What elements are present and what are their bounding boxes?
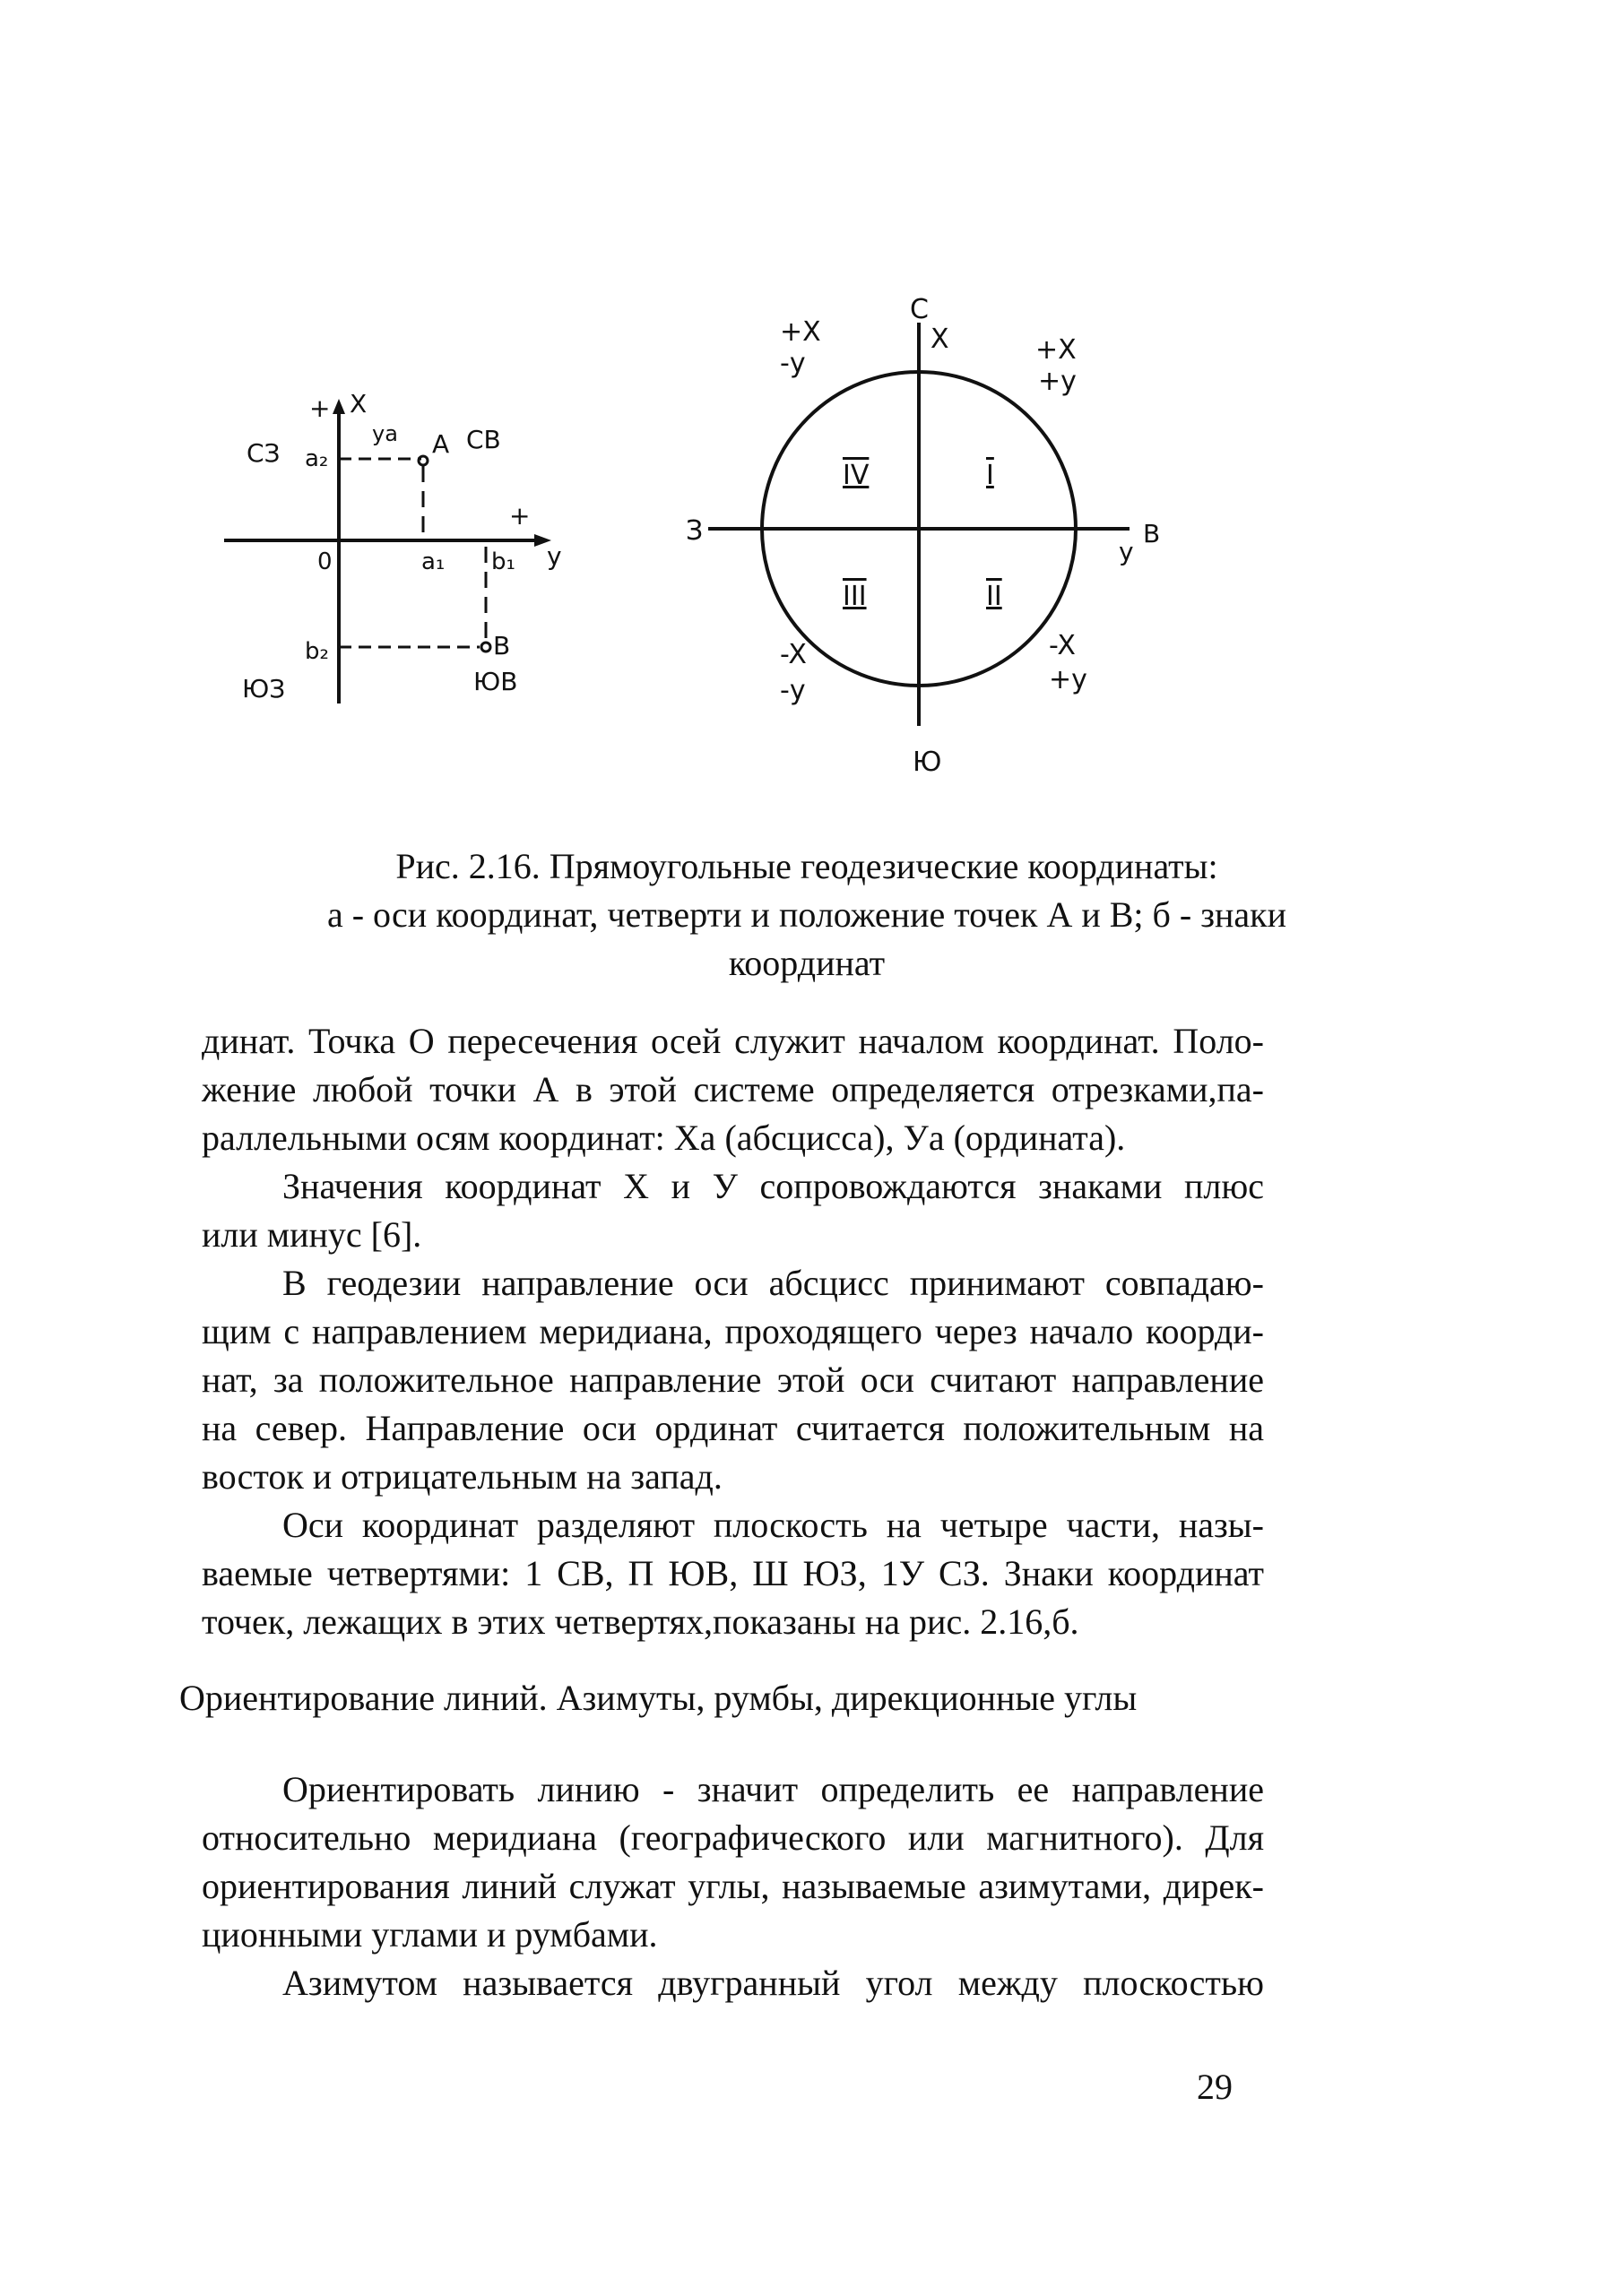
west-label: З	[686, 515, 704, 547]
figure-b-signs	[681, 287, 1192, 789]
paragraph	[202, 1259, 1264, 1501]
body-text	[202, 1017, 1264, 1646]
text-line: восток и отрицательным на запад.	[202, 1456, 723, 1497]
north-label: С	[910, 294, 929, 325]
section-heading: Ориентирование линий. Азимуты, румбы, дирекционные углы	[179, 1678, 1138, 1718]
text-line: Оси координат разделяют плоскость на четыре части, назы-	[282, 1505, 1264, 1545]
south-label: Ю	[913, 747, 942, 778]
text-line: или минус [6].	[202, 1214, 422, 1255]
b1-label: b₁	[491, 548, 515, 575]
text-line: В геодезии направление оси абсцисс принимают совпадаю-	[282, 1263, 1264, 1303]
body-text-2	[202, 1765, 1264, 2007]
text-line: ваемые четвертями: 1 СВ, П ЮВ, Ш ЮЗ, 1У СЗ. Знаки координат	[202, 1553, 1264, 1593]
plus-x-label: +	[309, 393, 331, 423]
quadrant-label-se: ЮВ	[473, 667, 518, 696]
nw-sign-y: -у	[780, 348, 806, 379]
text-line: Ориентировать линию - значит определить ее направление	[282, 1769, 1264, 1809]
quadrant-i-label: I	[986, 460, 994, 491]
ya-label: уa	[372, 421, 398, 446]
quadrant-iv-label: IV	[843, 460, 870, 491]
a2-label: a₂	[305, 445, 329, 472]
ne-sign-x: +X	[1035, 334, 1077, 366]
text-line: раллельными осям координат: Ха (абсцисса), Уа (ордината).	[202, 1118, 1126, 1158]
point-a-label: A	[432, 429, 450, 459]
plus-y-label: +	[509, 501, 531, 531]
point-a-marker	[419, 456, 428, 465]
y-axis-label-b: у	[1119, 537, 1134, 566]
figure-caption	[134, 842, 1479, 988]
point-b-label: B	[493, 631, 511, 660]
point-b-marker	[481, 643, 490, 652]
text-line: на север. Направление оси ординат считается положительным на	[202, 1408, 1264, 1448]
caption-line: а - оси координат, четверти и положение точек А и В; б - знаки	[326, 894, 1287, 935]
figure-a-axes	[206, 385, 583, 717]
x-axis-arrow	[333, 399, 345, 414]
paragraph	[202, 1017, 1264, 1162]
y-axis-label: у	[547, 541, 562, 571]
text-line: Азимутом называется двугранный угол между плоскостью	[282, 1963, 1264, 2003]
text-line: точек, лежащих в этих четвертях,показаны на рис. 2.16,б.	[202, 1601, 1079, 1642]
paragraph	[202, 1501, 1264, 1646]
text-line: жение любой точки А в этой системе определяется отрезками,па-	[202, 1069, 1264, 1109]
x-axis-label: X	[350, 389, 368, 419]
sw-sign-x: -X	[780, 639, 807, 670]
quadrant-label-ne: СВ	[466, 425, 501, 454]
caption-line: координат	[728, 943, 886, 983]
b2-label: b₂	[305, 638, 329, 665]
quadrant-iii-label: III	[843, 581, 867, 612]
nw-sign-x: +X	[780, 316, 821, 348]
page-number: 29	[1197, 2067, 1233, 2107]
text-line: динат. Точка О пересечения осей служит началом координат. Поло-	[202, 1021, 1264, 1061]
text-line: щим с направлением меридиана, проходящего через начало коорди-	[202, 1311, 1264, 1351]
caption-line: Рис. 2.16. Прямоугольные геодезические координаты:	[395, 846, 1218, 886]
quadrant-label-sw: ЮЗ	[242, 674, 286, 703]
east-label: В	[1143, 519, 1161, 548]
text-line: ориентирования линий служат углы, называемые азимутами, дирек-	[202, 1866, 1264, 1906]
x-axis-label-b: X	[931, 324, 949, 355]
a1-label: a₁	[421, 548, 446, 575]
se-sign-y: +у	[1049, 664, 1087, 695]
text-line: Значения координат X и У сопровождаются знаками плюс	[282, 1166, 1264, 1206]
text-line: нат, за положительное направление этой оси считают направление	[202, 1359, 1264, 1400]
text-line: относительно меридиана (географического или магнитного). Для	[202, 1817, 1264, 1858]
sw-sign-y: -у	[780, 675, 806, 706]
text-line: ционными углами и румбами.	[202, 1914, 658, 1955]
ne-sign-y: +у	[1038, 366, 1077, 397]
quadrant-ii-label: II	[986, 581, 1002, 612]
quadrant-label-nw: СЗ	[247, 438, 281, 468]
origin-label: 0	[317, 548, 333, 575]
paragraph	[202, 1162, 1264, 1259]
se-sign-x: -X	[1049, 630, 1076, 661]
